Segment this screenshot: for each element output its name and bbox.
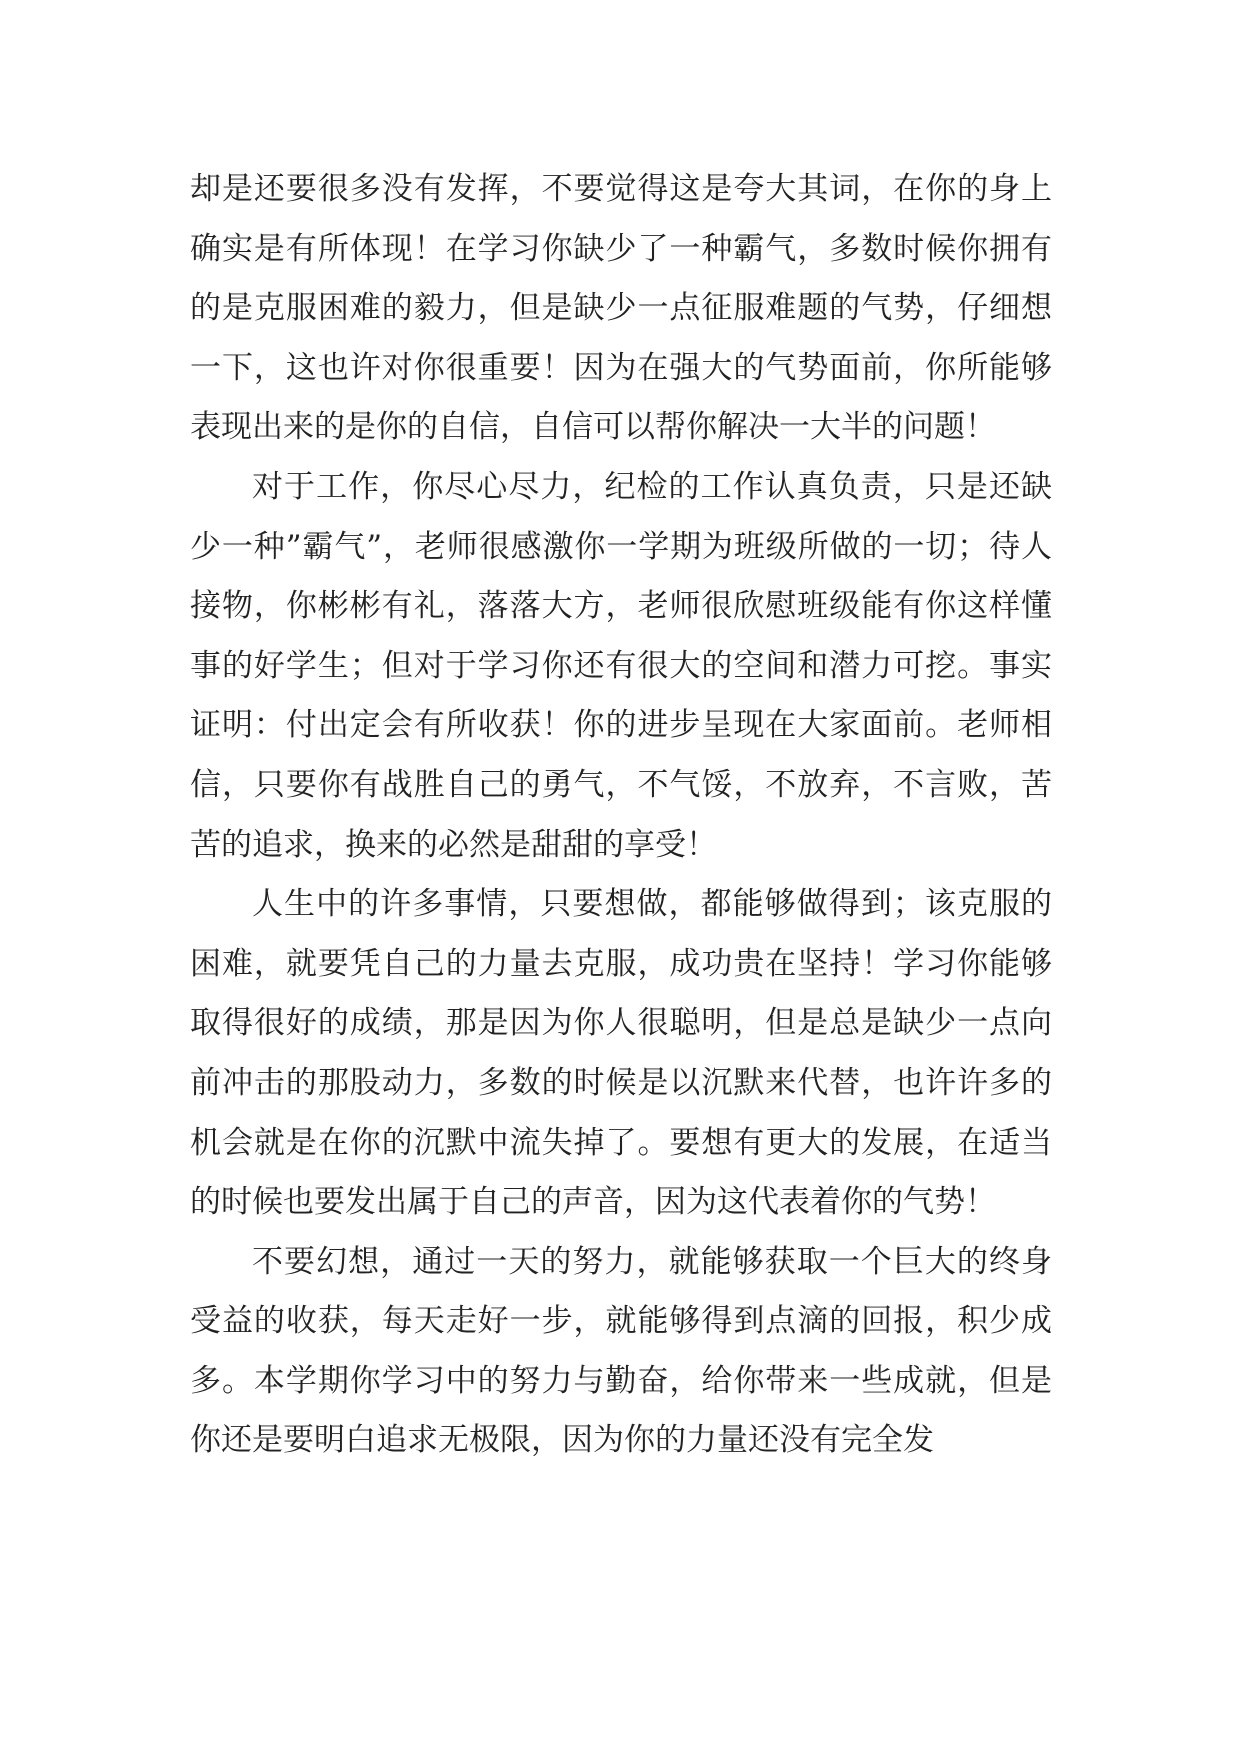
paragraph-3: 人生中的许多事情，只要想做，都能够做得到；该克服的困难，就要凭自己的力量去克服，成功贵在坚持！学习你能够取得很好的成绩，那是因为你人很聪明，但是总是缺少一点向前冲击的那股动力，多数的时候是以沉默来代替，也许许多的机会就是在你的沉默中流失掉了。要想有更大的发展，在适当的时候也要发出属于自己的声音，因为这代表着你的气势！ [190, 886, 1052, 1221]
document-body [190, 160, 1052, 1471]
paragraph-2: 对于工作，你尽心尽力，纪检的工作认真负责，只是还缺少一种”霸气”，老师很感激你一学期为班级所做的一切；待人接物，你彬彬有礼，落落大方，老师很欣慰班级能有你这样懂事的好学生；但对于学习你还有很大的空间和潜力可挖。事实证明：付出定会有所收获！你的进步呈现在大家面前。老师相信，只要你有战胜自己的勇气，不气馁，不放弃，不言败，苦苦的追求，换来的必然是甜甜的享受！ [190, 468, 1052, 863]
paragraph-4: 不要幻想，通过一天的努力，就能够获取一个巨大的终身受益的收获，每天走好一步，就能够得到点滴的回报，积少成多。本学期你学习中的努力与勤奋，给你带来一些成就，但是你还是要明白追求无极限，因为你的力量还没有完全发 [190, 1243, 1052, 1459]
paragraph-1: 却是还要很多没有发挥，不要觉得这是夸大其词，在你的身上确实是有所体现！在学习你缺少了一种霸气，多数时候你拥有的是克服困难的毅力，但是缺少一点征服难题的气势，仔细想一下，这也许对你很重要！因为在强大的气势面前，你所能够表现出来的是你的自信，自信可以帮你解决一大半的问题！ [190, 171, 1052, 446]
